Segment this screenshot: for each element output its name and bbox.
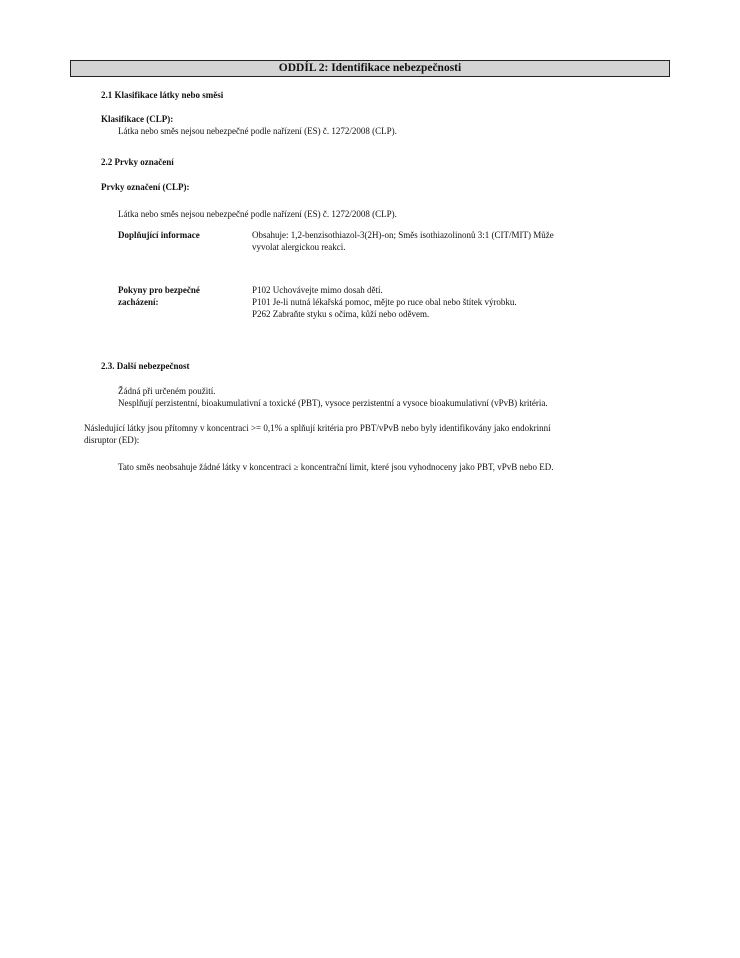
heading-2-2: 2.2 Prvky označení (101, 157, 174, 167)
precaution-p101: P101 Je-li nutná lékařská pomoc, mějte po ruce obal nebo štítek výrobku. (252, 297, 517, 307)
precaution-p102: P102 Uchovávejte mimo dosah dětí. (252, 285, 383, 295)
supplemental-info-label: Doplňující informace (118, 230, 200, 240)
other-hazards-line-2: Nesplňují perzistentní, bioakumulativní a toxické (PBT), vysoce perzistentní a vysoce bioakumulativní (vPvB) kritéria. (118, 398, 548, 408)
precaution-p262: P262 Zabraňte styku s očima, kůží nebo oděvem. (252, 309, 430, 319)
heading-2-1: 2.1 Klasifikace látky nebo směsi (101, 90, 224, 100)
label-classification-clp: Klasifikace (CLP): (101, 114, 174, 124)
supplemental-info-line-2: vyvolat alergickou reakci. (252, 242, 346, 252)
precaution-label-line-1: Pokyny pro bezpečné (118, 285, 200, 295)
label-label-elements-clp: Prvky označení (CLP): (101, 182, 190, 192)
other-hazards-line-1: Žádná při určeném použití. (118, 386, 216, 396)
section-header: ODDÍL 2: Identifikace nebezpečnosti (70, 60, 670, 77)
supplemental-info-line-1: Obsahuje: 1,2-benzisothiazol-3(2H)-on; Směs isothiazolinonů 3:1 (CIT/MIT) Může (252, 230, 554, 240)
label-elements-text: Látka nebo směs nejsou nebezpečné podle nařízení (ES) č. 1272/2008 (CLP). (118, 209, 397, 219)
precaution-label-line-2: zacházení: (118, 297, 159, 307)
classification-text: Látka nebo směs nejsou nebezpečné podle nařízení (ES) č. 1272/2008 (CLP). (118, 126, 397, 136)
pbt-statement: Tato směs neobsahuje žádné látky v koncentraci ≥ koncentrační limit, které jsou vyhodnoceny jako PBT, vPvB nebo ED. (118, 462, 554, 472)
pbt-paragraph-line-1: Následující látky jsou přítomny v koncentraci >= 0,1% a splňují kritéria pro PBT/vPvB nebo byly identifikovány jako endokrinní (84, 423, 551, 433)
pbt-paragraph-line-2: disruptor (ED): (84, 435, 140, 445)
heading-2-3: 2.3. Další nebezpečnost (101, 361, 190, 371)
